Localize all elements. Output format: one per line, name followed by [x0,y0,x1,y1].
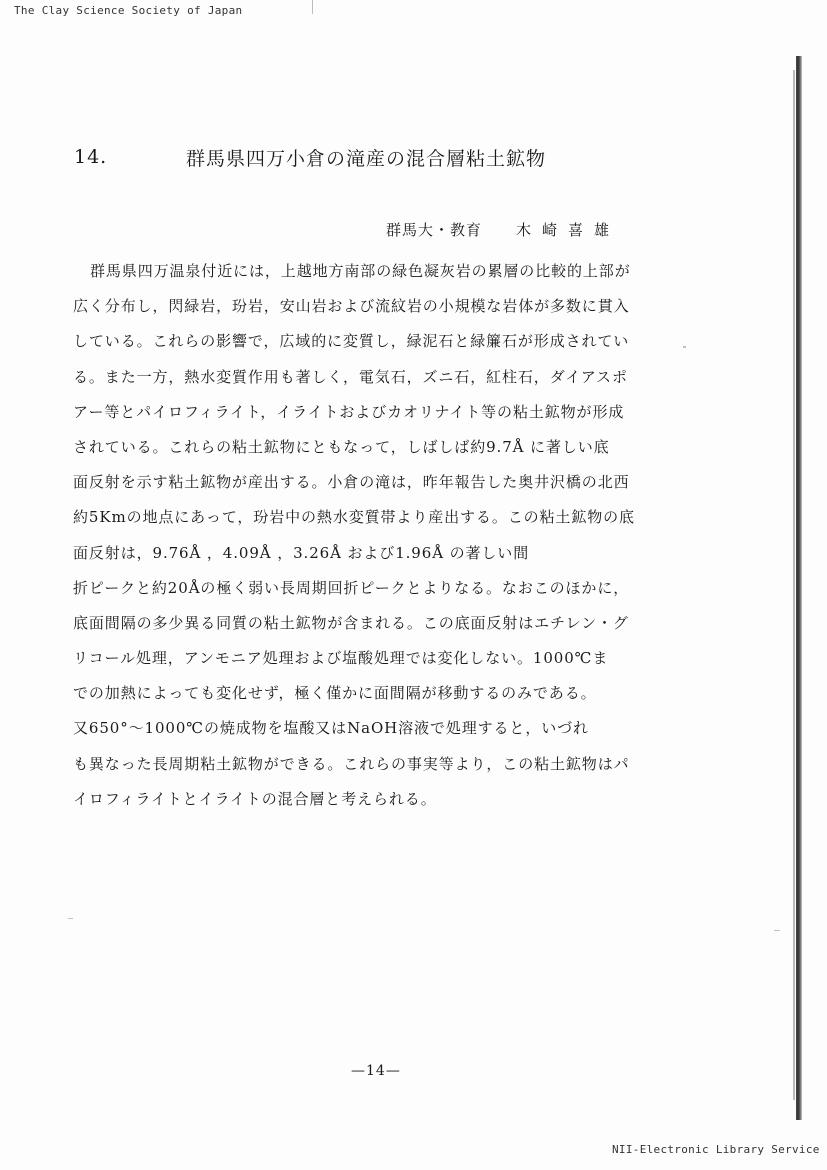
abstract-line: 折ピークと約20Åの極く弱い長周期回折ピークとよりなる。なおこのほかに， [73,578,630,597]
scan-mark [312,0,313,14]
abstract-line: 又650°～1000℃の焼成物を塩酸又はNaOH溶液で処理すると，いづれ [73,719,589,738]
society-header: The Clay Science Society of Japan [14,4,243,17]
article-title: 群馬県四万小倉の滝産の混合層粘土鉱物 [186,148,547,170]
abstract-line: 面反射を示す粘土鉱物が産出する。小倉の滝は，昨年報告した奥井沢橋の北西 [73,473,630,492]
scan-speck [774,930,780,931]
abstract-line: アー等とパイロフィライト，イライトおよびカオリナイト等の粘土鉱物が形成 [73,402,625,421]
abstract-line: る。また一方，熱水変質作用も著しく，電気石，ズニ石，紅柱石，ダイアスポ [73,367,628,386]
scan-speck [683,346,686,348]
abstract-line: 群馬県四万温泉付近には，上越地方南部の緑色凝灰岩の累層の比較的上部が [90,262,631,280]
library-service-footer: NII-Electronic Library Service [612,1143,820,1156]
binding-edge-line [793,70,795,1100]
abstract-line: 約5Kmの地点にあって，玢岩中の熱水変質帯より産出する。この粘土鉱物の底 [73,508,635,527]
abstract-body [73,254,703,817]
abstract-line: 広く分布し，閃緑岩，玢岩，安山岩および流紋岩の小規模な岩体が多数に貫入 [73,297,630,316]
scan-speck [68,918,73,919]
abstract-line: も異なった長周期粘土鉱物ができる。これらの事実等より，この粘土鉱物はパ [73,754,630,773]
abstract-line: リコール処理，アンモニア処理および塩酸処理では変化しない。1000℃ま [73,649,609,668]
author-name: 木崎喜雄 [516,221,621,239]
abstract-line: している。これらの影響で，広域的に変質し，緑泥石と緑簾石が形成されてい [73,332,630,351]
article-number: 14. [74,146,108,168]
abstract-line: イロフィライトとイライトの混合層と考えられる。 [73,789,437,808]
abstract-line: されている。これらの粘土鉱物にともなって，しばしば約9.7Å に著しい底 [73,437,610,456]
abstract-line: での加熱によっても変化せず，極く僅かに面間隔が移動するのみである。 [73,684,597,703]
abstract-line: 底面間隔の多少異る同質の粘土鉱物が含まれる。この底面反射はエチレン・グ [73,613,629,632]
author-affiliation: 群馬大・教育 [386,221,483,239]
page-number: —14— [351,1063,401,1079]
binding-edge-shadow [796,56,802,1120]
author-line [386,219,620,240]
abstract-line: 面反射は，9.76Å ，4.09Å ，3.26Å および1.96Å の著しい間 [73,543,530,562]
